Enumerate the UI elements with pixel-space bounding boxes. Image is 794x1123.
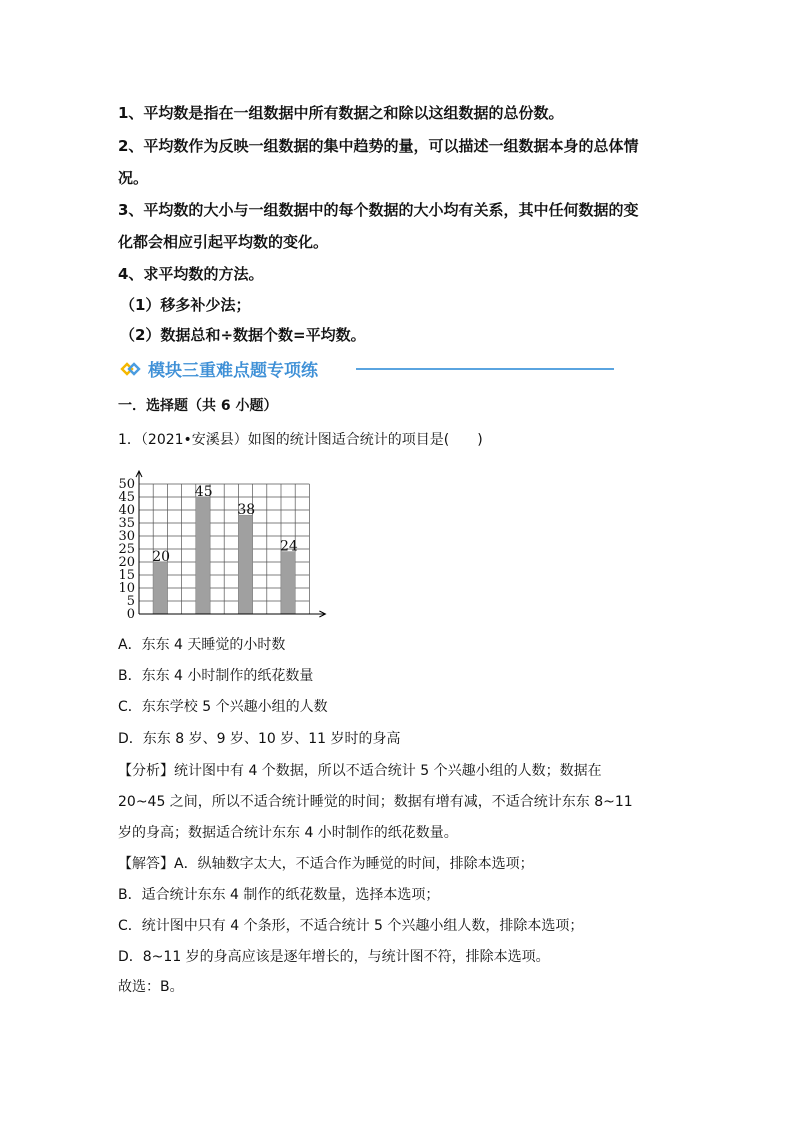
knowledge-point-2-line-1: 2、平均数作为反映一组数据的集中趋势的量，可以描述一组数据本身的总体情 bbox=[118, 137, 639, 155]
y-tick-label: 50 bbox=[118, 477, 135, 492]
option-b[interactable]: B．东东 4 小时制作的纸花数量 bbox=[118, 668, 314, 684]
y-tick-label: 15 bbox=[118, 568, 135, 583]
data-label: 20 bbox=[152, 549, 171, 565]
answer-line: 故选：B。 bbox=[118, 979, 184, 995]
y-tick-label: 30 bbox=[118, 529, 135, 544]
knowledge-point-3-line-2: 化都会相应引起平均数的变化。 bbox=[118, 233, 329, 251]
bar bbox=[238, 515, 252, 614]
heading-divider bbox=[356, 368, 614, 370]
y-tick-label: 25 bbox=[118, 542, 135, 557]
method-1: （1）移多补少法； bbox=[120, 296, 251, 314]
module-title: 模块三重难点题专项练 bbox=[148, 361, 318, 381]
analysis-line-3: 岁的身高；数据适合统计东东 4 小时制作的纸花数量。 bbox=[118, 825, 458, 841]
analysis-line-2: 20~45 之间，所以不适合统计睡觉的时间；数据有增有减，不适合统计东东 8~11 bbox=[118, 794, 633, 810]
bar-chart bbox=[118, 470, 338, 622]
data-label: 38 bbox=[237, 502, 256, 519]
knowledge-point-2-line-2: 况。 bbox=[118, 169, 149, 187]
y-tick-label: 0 bbox=[126, 607, 135, 622]
bar bbox=[196, 497, 210, 614]
bar bbox=[281, 552, 295, 614]
option-c[interactable]: C．东东学校 5 个兴趣小组的人数 bbox=[118, 699, 328, 715]
y-tick-label: 35 bbox=[118, 516, 135, 531]
module-heading bbox=[120, 356, 318, 381]
solution-line-2: B．适合统计东东 4 制作的纸花数量，选择本选项； bbox=[118, 887, 440, 903]
solution-line-4: D．8~11 岁的身高应该是逐年增长的，与统计图不符，排除本选项。 bbox=[118, 949, 550, 965]
y-tick-label: 45 bbox=[118, 490, 135, 505]
y-tick-label: 5 bbox=[126, 594, 135, 609]
question-stem: 1．（2021•安溪县）如图的统计图适合统计的项目是( ) bbox=[118, 432, 483, 448]
option-a[interactable]: A．东东 4 天睡觉的小时数 bbox=[118, 637, 286, 653]
analysis-line-1: 【分析】统计图中有 4 个数据，所以不适合统计 5 个兴趣小组的人数；数据在 bbox=[118, 763, 602, 779]
double-diamond-icon bbox=[120, 360, 142, 378]
y-tick-label: 40 bbox=[118, 503, 135, 518]
method-2: （2）数据总和÷数据个数=平均数。 bbox=[120, 326, 366, 344]
data-label: 45 bbox=[194, 484, 213, 500]
bar bbox=[153, 562, 167, 614]
solution-line-3: C．统计图中只有 4 个条形，不适合统计 5 个兴趣小组人数，排除本选项； bbox=[118, 918, 584, 934]
knowledge-point-4: 4、求平均数的方法。 bbox=[118, 265, 264, 283]
option-d[interactable]: D．东东 8 岁、9 岁、10 岁、11 岁时的身高 bbox=[118, 731, 401, 747]
solution-line-1: 【解答】A．纵轴数字太大，不适合作为睡觉的时间，排除本选项； bbox=[118, 856, 534, 872]
y-tick-label: 10 bbox=[118, 581, 135, 596]
knowledge-point-3-line-1: 3、平均数的大小与一组数据中的每个数据的大小均有关系，其中任何数据的变 bbox=[118, 201, 639, 219]
section-title: 一．选择题（共 6 小题） bbox=[118, 398, 278, 414]
y-tick-label: 20 bbox=[118, 555, 135, 570]
data-label: 24 bbox=[280, 538, 298, 555]
knowledge-point-1: 1、平均数是指在一组数据中所有数据之和除以这组数据的总份数。 bbox=[118, 104, 564, 122]
